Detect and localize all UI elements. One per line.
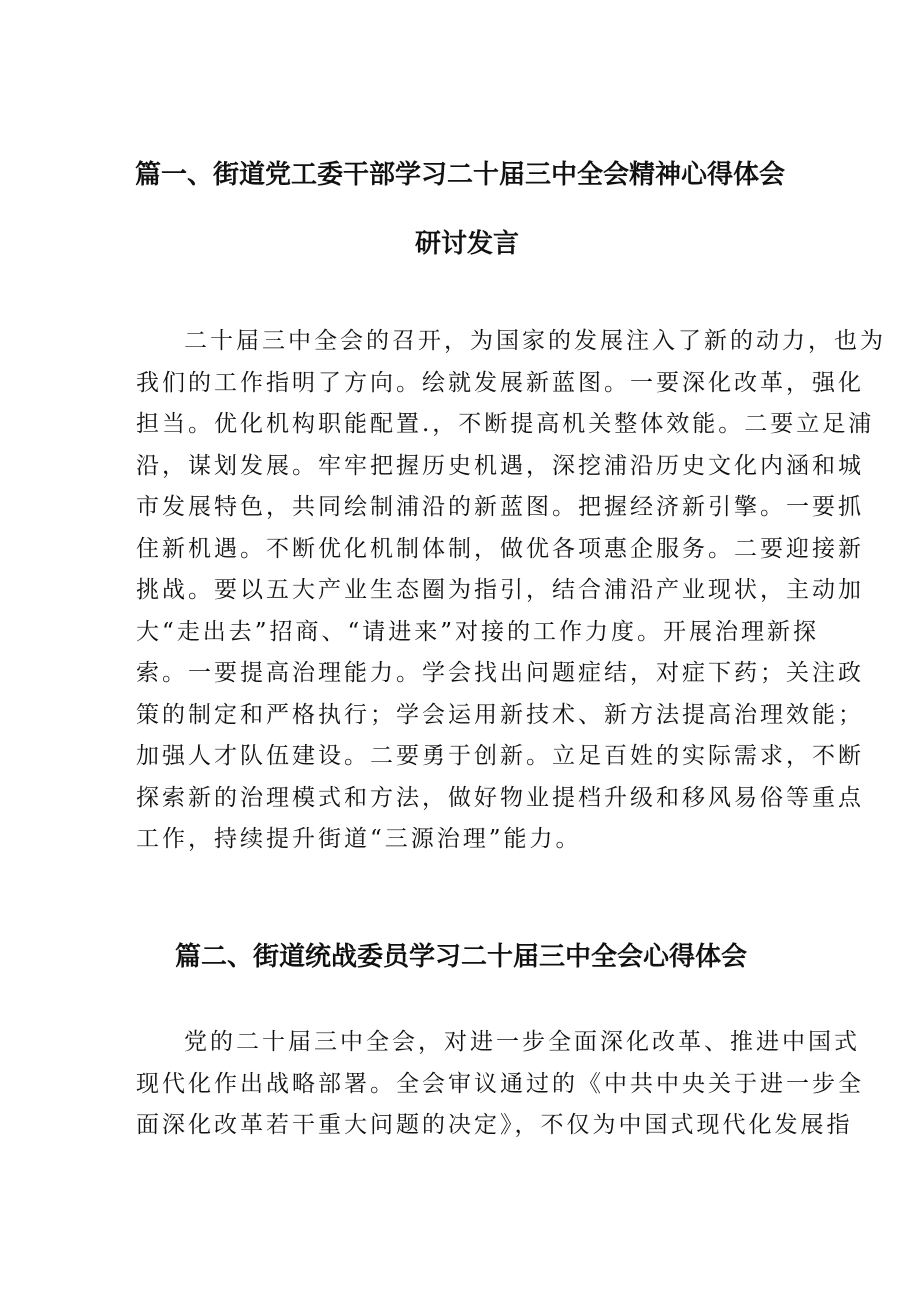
paragraph-line: 现代化作出战略部署。全会审议通过的《中共中央关于进一步全	[136, 1070, 864, 1097]
section1-title-line1: 篇一、街道党工委干部学习二十届三中全会精神心得体会	[135, 160, 786, 190]
paragraph-line: 担当。优化机构职能配置.，不断提高机关整体效能。二要立足浦	[136, 411, 875, 437]
paragraph-line: 工作，持续提升街道“三源治理”能力。	[136, 826, 582, 852]
section2-title: 篇二、街道统战委员学习二十届三中全会心得体会	[175, 942, 748, 972]
paragraph-line: 市发展特色，共同绘制浦沿的新蓝图。把握经济新引擎。一要抓	[136, 494, 864, 520]
paragraph-line: 我们的工作指明了方向。绘就发展新蓝图。一要深化改革，强化	[136, 369, 864, 396]
paragraph-line: 挑战。要以五大产业生态圈为指引，结合浦沿产业现状，主动加	[136, 577, 864, 603]
paragraph-line: 探索新的治理模式和方法，做好物业提档升级和移风易俗等重点	[136, 784, 864, 811]
paragraph-line: 索。一要提高治理能力。学会找出问题症结，对症下药；关注政	[136, 660, 864, 686]
paragraph-line: 策的制定和严格执行；学会运用新技术、新方法提高治理效能；	[136, 701, 864, 728]
section2-paragraph	[136, 1022, 864, 1147]
paragraph-line: 沿，谋划发展。牢牢把握历史机遇，深挖浦沿历史文化内涵和城	[136, 452, 864, 479]
paragraph-line: 大“走出去”招商、“请进来”对接的工作力度。开展治理新探	[136, 618, 820, 645]
section1-paragraph	[136, 321, 886, 861]
section1-title-line2: 研讨发言	[415, 229, 520, 259]
paragraph-line: 加强人才队伍建设。二要勇于创新。立足百姓的实际需求，不断	[136, 743, 864, 769]
paragraph-line: 党的二十届三中全会，对进一步全面深化改革、推进中国式	[184, 1029, 860, 1055]
paragraph-line: 二十届三中全会的召开，为国家的发展注入了新的动力，也为	[184, 328, 886, 354]
paragraph-line: 住新机遇。不断优化机制体制，做优各项惠企服务。二要迎接新	[136, 535, 864, 562]
paragraph-line: 面深化改革若干重大问题的决定》，不仅为中国式现代化发展指	[136, 1112, 853, 1138]
